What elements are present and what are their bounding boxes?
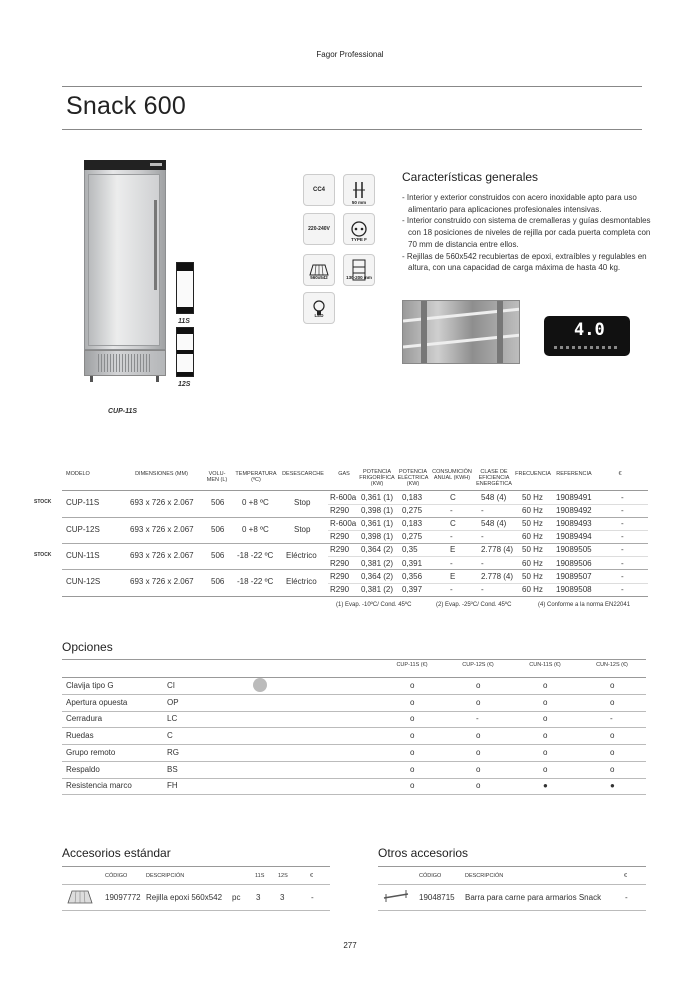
model-cell-ref: 19089506: [556, 558, 592, 568]
insulation-caption: 50 mm: [351, 200, 367, 205]
model-temp: 0 +8 ºC: [242, 498, 269, 507]
acc-std-col-desc: DESCRIPCIÓN: [146, 873, 185, 879]
option-availability: -: [476, 714, 479, 724]
model-row: [0, 491, 700, 504]
col-pot-elec: POTENCIA ELÉCTRICA (KW): [397, 469, 429, 487]
stock-badge: STOCK: [34, 552, 52, 558]
model-cell-ref: 19089507: [556, 571, 592, 581]
model-name: CUN-12S: [66, 577, 101, 586]
acc-std-eur: -: [311, 893, 314, 902]
model-cell-pf: 0,381 (2): [361, 584, 394, 594]
model-cell-clase: 548 (4): [481, 493, 507, 502]
features-list: [402, 192, 652, 274]
model-cell-cons: E: [450, 545, 456, 555]
model-cell-pe: 0,391: [402, 558, 423, 568]
col-consumo: CONSUMICIÓN ANUAL (KWH): [432, 469, 472, 481]
model-cell-pe: 0,275: [402, 532, 423, 542]
model-name: CUN-11S: [66, 551, 100, 560]
model-cell-ref: 19089493: [556, 519, 592, 529]
col-gas: GAS: [338, 471, 350, 477]
options-title: Opciones: [62, 640, 113, 654]
option-code: BS: [167, 764, 178, 774]
option-row: [62, 777, 646, 795]
model-temp: -18 -22 ºC: [237, 551, 274, 560]
option-availability: ●: [610, 781, 615, 791]
model-cell-cons: C: [450, 519, 456, 529]
led-icon: [303, 292, 335, 324]
model-cell-clase: 2.778 (4): [481, 545, 514, 555]
option-availability: o: [610, 764, 615, 774]
option-availability: o: [610, 731, 615, 741]
model-cell-freq: 60 Hz: [522, 506, 543, 516]
footnote: (2) Evap. -25ºC/ Cond. 45ºC: [436, 602, 512, 608]
option-name: Ruedas: [66, 731, 94, 741]
col-modelo: MODELO: [66, 471, 90, 477]
model-cell-pf: 0,361 (1): [361, 519, 394, 529]
model-dim: 693 x 726 x 2.067: [130, 577, 194, 586]
options-col-header: CUN-11S (€): [529, 662, 561, 668]
option-availability: o: [410, 714, 415, 724]
option-name: Resistencia marco: [66, 781, 132, 791]
acc-std-12s: 3: [280, 893, 285, 902]
model-row: [0, 543, 700, 556]
model-cell-clase: 548 (4): [481, 519, 507, 529]
acc-std-unit: pc: [232, 893, 241, 902]
option-availability: o: [543, 697, 548, 707]
model-cell-gas: R-600a: [330, 519, 357, 529]
model-temp: 0 +8 ºC: [242, 525, 269, 534]
model-vol: 506: [211, 577, 225, 586]
model-cell-gas: R290: [330, 558, 350, 568]
option-availability: o: [543, 714, 548, 724]
model-cell-eur: -: [621, 506, 624, 516]
grid-shelf-caption: 560x542: [310, 275, 328, 280]
option-name: Grupo remoto: [66, 747, 116, 757]
option-availability: o: [410, 781, 415, 791]
options-col-header: CUP-11S (€): [396, 662, 428, 668]
model-cell-pf: 0,364 (2): [361, 545, 394, 555]
acc-other-col-desc: DESCRIPCIÓN: [465, 873, 504, 879]
option-availability: o: [476, 731, 481, 741]
model-cell-cons: -: [450, 532, 453, 542]
col-precio: €: [618, 471, 622, 477]
options-col-header: CUP-12S (€): [462, 662, 494, 668]
model-cell-gas: R290: [330, 584, 350, 594]
acc-std-col-eur: €: [310, 873, 314, 879]
option-row: [62, 710, 646, 728]
col-clase: CLASE DE EFICIENCIA ENERGÉTICA: [476, 469, 512, 487]
model-row: [0, 570, 700, 583]
option-code: RG: [167, 747, 179, 757]
model-dim: 693 x 726 x 2.067: [130, 525, 194, 534]
option-name: Cerradura: [66, 714, 103, 724]
model-dim: 693 x 726 x 2.067: [130, 498, 194, 507]
model-cell-eur: -: [621, 532, 624, 542]
model-cell-eur: -: [621, 519, 624, 529]
interior-photo: [402, 300, 520, 364]
option-availability: o: [543, 747, 548, 757]
model-cell-eur: -: [621, 571, 624, 581]
option-availability: o: [610, 681, 615, 690]
model-dim: 693 x 726 x 2.067: [130, 551, 194, 560]
col-temperatura: TEMPERATURA (ºC): [235, 471, 277, 483]
option-availability: o: [410, 764, 415, 774]
shelf-spacing-caption: 130-200 mm: [346, 275, 372, 280]
option-code: LC: [167, 714, 178, 724]
model-cell-pe: 0,183: [402, 519, 423, 529]
acc-std-col-12s: 12S: [278, 873, 288, 879]
col-referencia: REFERENCIA: [556, 471, 592, 477]
model-vol: 506: [211, 498, 225, 507]
model-row: [0, 557, 700, 570]
model-cell-freq: 50 Hz: [522, 493, 543, 502]
footnote: (1) Evap. -10ºC/ Cond. 45ºC: [336, 602, 412, 608]
shelf-spacing-icon: [343, 254, 375, 286]
model-cell-eur: -: [621, 584, 624, 594]
col-dimensiones: DIMENSIONES (MM): [135, 471, 188, 477]
option-availability: o: [476, 747, 481, 757]
model-cell-pe: 0,275: [402, 506, 423, 516]
model-cell-gas: R290: [330, 545, 350, 555]
model-vol: 506: [211, 551, 225, 560]
col-pot-frig: POTENCIA FRIGORÍFICA (KW): [359, 469, 395, 487]
model-cell-eur: -: [621, 558, 624, 568]
acc-std-col-11s: 11S: [255, 873, 265, 879]
voltage-icon: 220-240V: [303, 213, 335, 245]
model-cell-cons: E: [450, 571, 456, 581]
epoxy-grid-image: [66, 888, 94, 911]
option-availability: o: [410, 747, 415, 757]
model-cell-cons: -: [450, 506, 453, 516]
acc-std-title: Accesorios estándar: [62, 846, 171, 860]
option-availability: o: [543, 764, 548, 774]
shelf-11s-label: 11S: [178, 318, 190, 325]
model-temp: -18 -22 ºC: [237, 577, 274, 586]
model-cell-freq: 60 Hz: [522, 584, 543, 594]
option-availability: o: [610, 697, 615, 707]
model-cell-pe: 0,397: [402, 584, 423, 594]
option-row: [62, 727, 646, 745]
acc-other-col-eur: €: [624, 873, 628, 879]
model-cell-freq: 60 Hz: [522, 558, 543, 568]
model-cell-ref: 19089505: [556, 545, 592, 555]
model-defrost: Stop: [294, 498, 311, 507]
options-col-header: CUN-12S (€): [596, 662, 628, 668]
option-availability: o: [410, 731, 415, 741]
meat-bar-image: [382, 888, 410, 911]
page-number: 277: [343, 941, 357, 950]
model-cell-freq: 50 Hz: [522, 519, 543, 529]
shelf-12s-image: [176, 327, 194, 377]
model-row: [0, 504, 700, 517]
acc-std-11s: 3: [256, 893, 261, 902]
col-frecuencia: FRECUENCIA: [515, 471, 551, 477]
acc-std-col-codigo: CÓDIGO: [105, 873, 128, 879]
plug-g-icon: [253, 678, 267, 692]
acc-other-code: 19048715: [419, 893, 455, 902]
model-row: [0, 530, 700, 543]
title-divider: [62, 129, 642, 130]
model-cell-ref: 19089492: [556, 506, 592, 516]
model-defrost: Stop: [294, 525, 311, 534]
acc-std-desc: Rejilla epoxi 560x542: [146, 893, 223, 902]
stock-badge: STOCK: [34, 499, 52, 505]
product-image: [84, 160, 166, 382]
model-cell-pf: 0,398 (1): [361, 532, 394, 542]
option-availability: o: [610, 747, 615, 757]
model-cell-pf: 0,381 (2): [361, 558, 394, 568]
model-cell-clase: -: [481, 506, 484, 516]
model-row: [0, 517, 700, 530]
option-availability: o: [476, 781, 481, 791]
option-code: FH: [167, 781, 178, 791]
model-vol: 506: [211, 525, 225, 534]
option-availability: o: [476, 764, 481, 774]
model-defrost: Eléctrico: [286, 577, 317, 586]
display-value: 4.0: [574, 320, 605, 340]
model-cell-cons: -: [450, 558, 453, 568]
option-availability: -: [610, 714, 613, 724]
model-cell-pf: 0,361 (1): [361, 493, 394, 502]
feature-item: - Interior y exterior construidos con acero inoxidable apto para uso alimentario para aplicaciones profesionales intensivas.: [402, 193, 637, 214]
option-availability: o: [476, 681, 481, 690]
option-availability: ●: [543, 781, 548, 791]
led-caption: LED: [314, 313, 324, 318]
option-name: Apertura opuesta: [66, 697, 128, 707]
col-volumen: VOLU- MEN (L): [206, 471, 228, 483]
plug-caption: TYPE F: [351, 237, 367, 242]
option-name: Respaldo: [66, 764, 100, 774]
model-cell-pf: 0,364 (2): [361, 571, 394, 581]
model-cell-eur: -: [621, 545, 624, 555]
model-cell-gas: R290: [330, 571, 350, 581]
option-name: Clavija tipo G: [66, 681, 114, 690]
option-availability: o: [543, 731, 548, 741]
option-row: [62, 677, 646, 695]
model-cell-freq: 60 Hz: [522, 532, 543, 542]
model-cell-eur: -: [621, 493, 624, 502]
model-row: [0, 583, 700, 596]
model-cell-clase: -: [481, 584, 484, 594]
climate-class-icon: CC4: [303, 174, 335, 206]
option-row: [62, 694, 646, 712]
model-cell-pe: 0,183: [402, 493, 423, 502]
option-availability: o: [476, 697, 481, 707]
option-row: [62, 761, 646, 779]
model-cell-gas: R-600a: [330, 493, 357, 502]
model-name: CUP-12S: [66, 525, 100, 534]
acc-other-title: Otros accesorios: [378, 846, 469, 860]
acc-std-code: 19097772: [105, 893, 141, 902]
model-defrost: Eléctrico: [286, 551, 317, 560]
option-row: [62, 744, 646, 762]
option-code: OP: [167, 697, 179, 707]
model-cell-gas: R290: [330, 506, 350, 516]
model-cell-pe: 0,35: [402, 545, 418, 555]
model-name: CUP-11S: [66, 498, 100, 507]
controller-display-image: [544, 316, 630, 356]
acc-other-col-codigo: CÓDIGO: [419, 873, 442, 879]
option-code: C: [167, 731, 173, 741]
option-availability: o: [410, 681, 415, 690]
model-cell-pf: 0,398 (1): [361, 506, 394, 516]
product-caption: CUP-11S: [108, 408, 138, 415]
model-cell-ref: 19089494: [556, 532, 592, 542]
top-divider: [62, 86, 642, 87]
model-cell-gas: R290: [330, 532, 350, 542]
option-code: CI: [167, 681, 175, 690]
model-cell-clase: -: [481, 532, 484, 542]
model-cell-freq: 50 Hz: [522, 571, 543, 581]
model-cell-pe: 0,356: [402, 571, 423, 581]
col-desescarche: DESESCARCHE: [282, 471, 324, 477]
page-title: Snack 600: [66, 92, 186, 120]
option-availability: o: [543, 681, 548, 690]
shelf-12s-label: 12S: [178, 381, 191, 388]
model-cell-cons: C: [450, 493, 456, 502]
feature-item: - Interior construido con sistema de cremalleras y guías desmontables con 18 posiciones de niveles de rejilla por cada puerta completa con 70 mm de distancia entre ellos.: [402, 216, 651, 249]
footnote: (4) Conforme a la norma EN22041: [538, 602, 631, 608]
model-cell-ref: 19089508: [556, 584, 592, 594]
feature-item: - Rejillas de 560x542 recubiertas de epoxi, extraíbles y regulables en altura, con una capacidad de carga máxima de hasta 40 kg.: [402, 251, 647, 273]
model-cell-cons: -: [450, 584, 453, 594]
acc-other-eur: -: [625, 893, 628, 902]
grid-shelf-icon: [303, 254, 335, 286]
shelf-11s-image: [176, 262, 194, 314]
model-cell-freq: 50 Hz: [522, 545, 543, 555]
model-cell-ref: 19089491: [556, 493, 592, 502]
option-availability: o: [410, 697, 415, 707]
features-title: Características generales: [402, 170, 539, 184]
model-cell-clase: 2.778 (4): [481, 571, 514, 581]
acc-other-desc: Barra para carne para armarios Snack: [465, 893, 602, 902]
brand-header: Fagor Professional: [316, 50, 384, 59]
model-cell-clase: -: [481, 558, 484, 568]
